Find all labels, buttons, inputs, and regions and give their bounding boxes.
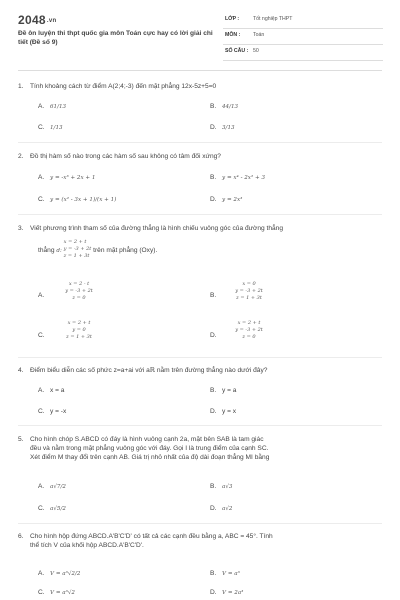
question-4: [18, 366, 382, 375]
option-value: V = 2a³: [222, 590, 244, 596]
option-label: C.: [38, 505, 45, 512]
option-b[interactable]: [210, 103, 238, 110]
eq: x = 2 + t: [67, 320, 91, 326]
option-d[interactable]: [210, 505, 232, 512]
option-value: a√3: [222, 484, 233, 490]
option-label: D.: [210, 332, 217, 339]
option-value: V = a³√2: [50, 590, 75, 596]
question-separator: [18, 425, 382, 426]
question-number: 1.: [18, 83, 24, 90]
option-label: A.: [38, 174, 45, 181]
document-header: [0, 0, 400, 66]
question-text: [30, 435, 375, 462]
meta-value: Tốt nghiệp THPT: [253, 16, 293, 22]
option-a-system: [54, 281, 104, 302]
option-label: C.: [38, 332, 45, 339]
option-a[interactable]: [38, 483, 66, 490]
option-label: B.: [210, 103, 217, 110]
eq: z = 1 + 3t: [236, 295, 262, 301]
question-number: 6.: [18, 533, 24, 540]
eq: z = 0: [242, 334, 256, 340]
option-label: A.: [38, 387, 45, 394]
option-a[interactable]: [38, 103, 66, 110]
option-label: A.: [38, 103, 45, 110]
option-c-system: [54, 320, 104, 341]
option-label: D.: [210, 124, 217, 131]
option-value: y = 2x³: [222, 197, 243, 203]
question-separator: [18, 357, 382, 358]
option-b[interactable]: [210, 292, 222, 299]
option-c[interactable]: [38, 589, 75, 596]
equation-z: z = 1 + 3t: [63, 253, 90, 259]
option-label: C.: [38, 408, 45, 415]
option-value: a√5/2: [50, 506, 66, 512]
meta-label: MÔN :: [225, 32, 241, 38]
question-separator: [18, 142, 382, 143]
question-text: Điểm biểu diễn các số phức z=a+ai với aℝ nằm trên đường thẳng nào dưới đây?: [30, 367, 268, 374]
document-title: Đề ôn luyện thi thpt quốc gia môn Toán cực hay có lời giải chi tiết (Đề số 9): [18, 30, 213, 46]
eq: x = 0: [242, 281, 256, 287]
option-label: C.: [38, 589, 45, 596]
option-label: A.: [38, 570, 45, 577]
meta-label: SỐ CÂU :: [225, 48, 249, 54]
equation-y: y = -3 + 2t: [63, 246, 92, 252]
option-c[interactable]: [38, 124, 63, 131]
option-d[interactable]: [210, 124, 235, 131]
eq: y = -3 + 2t: [235, 327, 263, 333]
meta-label: LỚP :: [225, 16, 240, 22]
option-value: 3/13: [222, 125, 235, 131]
question-separator: [18, 214, 382, 215]
meta-row-class: [223, 13, 383, 29]
option-d-system: [224, 320, 274, 341]
option-d[interactable]: [210, 408, 236, 415]
meta-value: Toán: [253, 32, 265, 38]
option-a[interactable]: [38, 292, 50, 299]
option-b[interactable]: [210, 570, 240, 577]
option-label: A.: [38, 292, 45, 299]
question-2: [18, 152, 382, 161]
option-label: D.: [210, 196, 217, 203]
option-label: D.: [210, 505, 217, 512]
option-value: y = (x² - 3x + 1)/(x + 1): [50, 197, 117, 203]
option-value: a√2: [222, 506, 233, 512]
question-number: 2.: [18, 153, 24, 160]
option-value: y = -x³ + 2x + 1: [50, 175, 96, 181]
text-prefix: thẳng: [38, 247, 55, 254]
option-a[interactable]: [38, 570, 80, 577]
logo-text: 2048: [18, 13, 46, 27]
question-3: [18, 224, 382, 233]
question-text: [30, 532, 375, 550]
equation-x: x = 2 + t: [63, 239, 87, 245]
eq: y = -3 + 2t: [235, 288, 263, 294]
meta-box: [223, 13, 383, 61]
option-c[interactable]: [38, 408, 66, 415]
option-label: D.: [210, 408, 217, 415]
option-value: x = a: [50, 387, 65, 394]
option-label: D.: [210, 589, 217, 596]
option-value: 1/13: [50, 125, 63, 131]
option-value: y = x: [222, 408, 237, 415]
option-c[interactable]: [38, 332, 50, 339]
question-3-line-definition: [38, 239, 158, 260]
header-divider: [18, 70, 382, 71]
eq: y = 0: [72, 327, 86, 333]
eq: x = 2 - t: [68, 281, 90, 287]
option-a[interactable]: [38, 387, 64, 394]
question-text-line: Cho hình chóp S.ABCD có đáy là hình vuông cạnh 2a, mặt bên SAB là tam giác: [30, 436, 264, 443]
question-text-line: Cho hình hộp đứng ABCD.A'B'C'D' có tất cả các cạnh đều bằng a, ABC = 45°. Tính: [30, 533, 273, 540]
option-label: B.: [210, 570, 217, 577]
option-d[interactable]: [210, 332, 222, 339]
option-value: 44/13: [222, 104, 239, 110]
option-c[interactable]: [38, 196, 116, 203]
question-separator: [18, 523, 382, 524]
option-d[interactable]: [210, 589, 243, 596]
option-label: C.: [38, 196, 45, 203]
line-name: d:: [56, 248, 62, 254]
question-number: 4.: [18, 367, 24, 374]
question-1: [18, 82, 382, 91]
question-text: Đồ thị hàm số nào trong các hàm số sau không có tâm đối xứng?: [30, 153, 221, 160]
option-b-system: [224, 281, 274, 302]
option-b[interactable]: [210, 483, 232, 490]
eq: z = 0: [72, 295, 86, 301]
meta-row-subject: [223, 29, 383, 45]
question-number: 5.: [18, 436, 24, 443]
option-label: B.: [210, 174, 217, 181]
option-a[interactable]: [38, 174, 95, 181]
option-label: B.: [210, 483, 217, 490]
option-value: y = a: [222, 387, 237, 394]
option-value: V = a³: [222, 571, 240, 577]
site-logo[interactable]: [18, 13, 56, 27]
option-value: y = -x: [50, 408, 67, 415]
option-c[interactable]: [38, 505, 66, 512]
text-suffix: trên mặt phẳng (Oxy).: [93, 247, 158, 254]
question-text-line: đều và nằm trong mặt phẳng vuông góc với đáy. Gọi I là trung điểm của cạnh SC.: [30, 445, 269, 452]
question-text-line: Xét điểm M thay đổi trên cạnh AB. Giá trị nhỏ nhất của độ dài đoạn thẳng MI bằng: [30, 454, 270, 461]
line-equation-system: [64, 239, 92, 260]
question-text-line: thể tích V của khối hộp ABCD.A'B'C'D'.: [30, 542, 144, 549]
option-value: V = a³√2/2: [50, 571, 81, 577]
option-b[interactable]: [210, 387, 236, 394]
option-b[interactable]: [210, 174, 265, 181]
meta-row-count: [223, 45, 383, 61]
eq: x = 2 + t: [237, 320, 261, 326]
question-6: [18, 532, 382, 550]
option-value: y = x⁴ - 2x² + 3: [222, 175, 266, 181]
eq: y = -3 + 2t: [65, 288, 93, 294]
eq: z = 1 + 3t: [66, 334, 92, 340]
question-text: Viết phương trình tham số của đường thẳng là hình chiếu vuông góc của đường thẳng: [30, 225, 284, 232]
option-value: a√7/2: [50, 484, 66, 490]
meta-value: 50: [253, 48, 259, 54]
logo-suffix: .vn: [46, 17, 57, 24]
option-d[interactable]: [210, 196, 242, 203]
option-label: C.: [38, 124, 45, 131]
question-text: Tính khoảng cách từ điểm A(2;4;-3) đến mặt phẳng 12x-5z+5=0: [30, 83, 217, 90]
option-label: B.: [210, 387, 217, 394]
option-label: A.: [38, 483, 45, 490]
option-value: 61/13: [50, 104, 67, 110]
option-label: B.: [210, 292, 217, 299]
question-5: [18, 435, 382, 462]
question-number: 3.: [18, 225, 24, 232]
